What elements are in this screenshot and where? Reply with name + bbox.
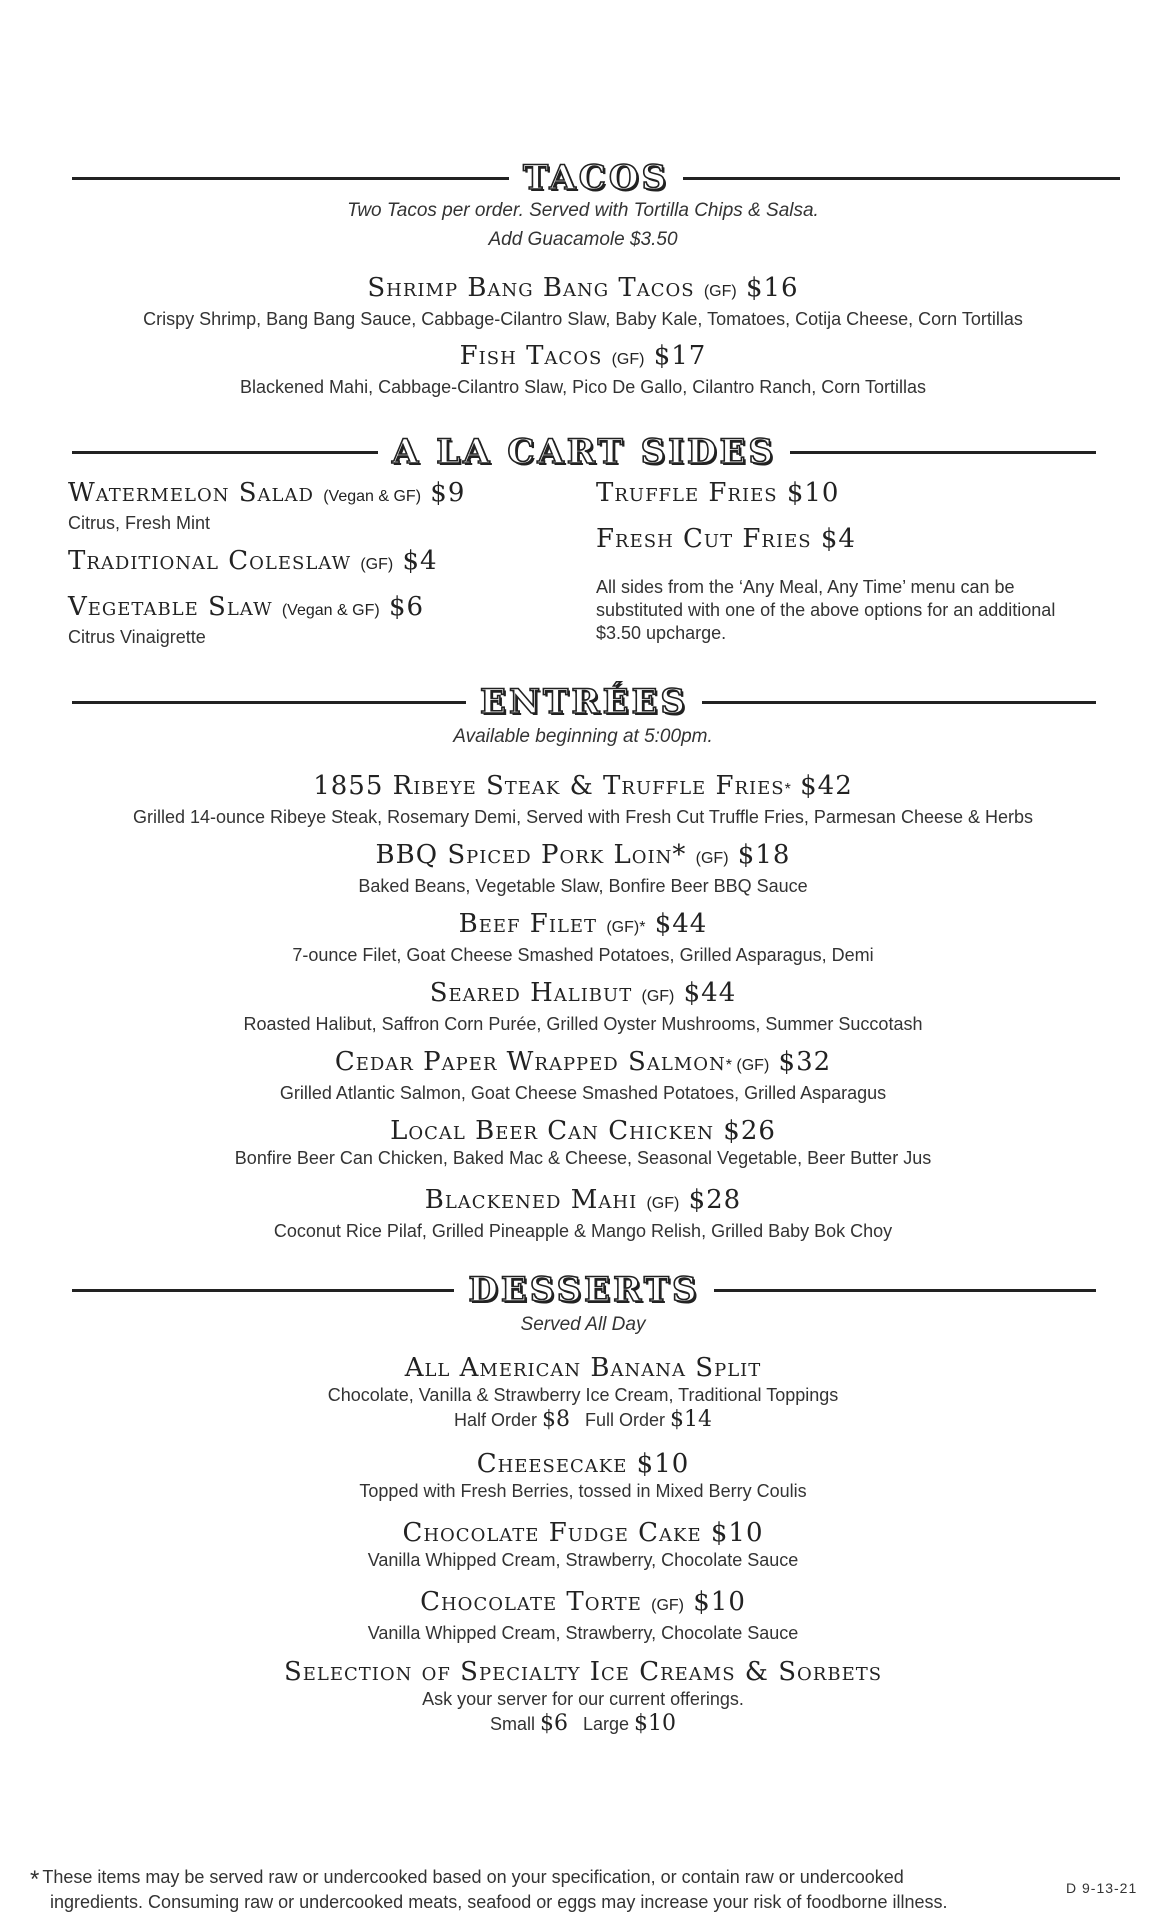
item-description: Baked Beans, Vegetable Slaw, Bonfire Beer BBQ Sauce — [358, 876, 808, 896]
menu-item — [0, 977, 1166, 1036]
rule-left — [72, 177, 509, 180]
item-tag: * — [784, 781, 791, 798]
item-name: BBQ Spiced Pork Loin* — [375, 840, 687, 870]
item-price: $18 — [737, 840, 791, 870]
raw-food-disclaimer — [30, 1866, 1020, 1913]
item-name: Chocolate Torte — [420, 1587, 642, 1617]
rule-right — [683, 177, 1120, 180]
item-price: $4 — [820, 524, 856, 554]
rule-left — [72, 701, 466, 704]
item-description: Grilled 14-ounce Ribeye Steak, Rosemary Demi, Served with Fresh Cut Truffle Fries, Parmesan Cheese & Herbs — [132, 807, 1034, 827]
item-name: Truffle Fries — [596, 478, 778, 508]
item-description: Coconut Rice Pilaf, Grilled Pineapple & Mango Relish, Grilled Baby Bok Choy — [273, 1221, 893, 1241]
item-tag: (GF) — [611, 351, 645, 368]
rule-right — [714, 1289, 1096, 1292]
item-price: $28 — [688, 1185, 742, 1215]
section-title: A LA CART SIDES — [392, 432, 776, 472]
item-tag: (GF) — [646, 1195, 680, 1212]
item-name: Selection of Specialty Ice Creams & Sorbets — [283, 1657, 883, 1687]
menu-item — [0, 1184, 1166, 1243]
item-price: $4 — [402, 546, 438, 576]
rule-left — [72, 451, 378, 454]
rule-right — [702, 701, 1096, 704]
item-name: Traditional Coleslaw — [68, 546, 352, 576]
item-name: All American Banana Split — [404, 1353, 762, 1383]
size-label: Large — [582, 1714, 630, 1734]
item-description: Chocolate, Vanilla & Strawberry Ice Cream, Traditional Toppings — [327, 1385, 839, 1405]
item-name: Vegetable Slaw — [68, 592, 273, 622]
item-name: Watermelon Salad — [68, 478, 314, 508]
menu-item — [0, 770, 1166, 829]
item-description: Citrus, Fresh Mint — [68, 513, 211, 533]
item-description: Vanilla Whipped Cream, Strawberry, Chocolate Sauce — [367, 1550, 799, 1570]
menu-code: D 9-13-21 — [1066, 1880, 1138, 1896]
item-price: $26 — [723, 1116, 776, 1146]
menu-item — [0, 839, 1166, 898]
item-price: $9 — [430, 478, 466, 508]
item-name: Fish Tacos — [459, 341, 603, 371]
item-price: $32 — [778, 1047, 832, 1077]
item-description: Roasted Halibut, Saffron Corn Purée, Grilled Oyster Mushrooms, Summer Succotash — [243, 1014, 923, 1034]
desserts-header — [72, 1270, 1096, 1310]
item-price: $44 — [683, 978, 737, 1008]
item-tag: (Vegan & GF) — [323, 488, 422, 505]
item-description: Blackened Mahi, Cabbage-Cilantro Slaw, Pico De Gallo, Cilantro Ranch, Corn Tortillas — [240, 377, 926, 397]
item-tag: (GF) — [641, 988, 675, 1005]
menu-item — [0, 1046, 1166, 1105]
menu-item — [0, 1448, 1166, 1503]
disclaimer-line: These items may be served raw or undercooked based on your specification, or contain raw or undercooked — [42, 1867, 904, 1887]
menu-item — [0, 908, 1166, 967]
subtitle-line: Two Tacos per order. Served with Tortilla Chips & Salsa. — [347, 200, 819, 221]
disclaimer-line: ingredients. Consuming raw or undercooked meats, seafood or eggs may increase your risk of foodborne illness. — [50, 1892, 948, 1912]
menu-item — [68, 592, 568, 649]
size-prices — [0, 1711, 1166, 1737]
item-price: $10 — [693, 1587, 746, 1617]
item-price: $16 — [745, 273, 799, 303]
section-title: TACOS — [522, 158, 670, 198]
item-price: $10 — [710, 1518, 764, 1548]
item-price: $6 — [388, 592, 425, 622]
item-tag: (Vegan & GF) — [281, 602, 380, 619]
menu-item — [596, 524, 1116, 554]
menu-item — [0, 1517, 1166, 1572]
menu-item — [68, 546, 568, 580]
item-name: Cedar Paper Wrapped Salmon — [334, 1047, 726, 1077]
size-label: Small — [489, 1714, 535, 1734]
entrees-subtitle: Available beginning at 5:00pm. — [453, 726, 713, 747]
item-description: 7-ounce Filet, Goat Cheese Smashed Potatoes, Grilled Asparagus, Demi — [292, 945, 874, 965]
desserts-subtitle: Served All Day — [520, 1314, 646, 1335]
size-price: $10 — [634, 1711, 677, 1736]
size-label: Full Order — [585, 1410, 666, 1430]
item-price: $44 — [654, 909, 708, 939]
item-name: Local Beer Can Chicken — [390, 1116, 715, 1146]
item-description: Citrus Vinaigrette — [68, 627, 206, 647]
size-label: Half Order — [453, 1410, 537, 1430]
menu-item — [0, 1586, 1166, 1645]
item-name: Chocolate Fudge Cake — [402, 1518, 702, 1548]
item-price: $42 — [800, 771, 853, 801]
tacos-subtitle — [0, 196, 1166, 254]
size-price: $8 — [542, 1407, 570, 1432]
item-name: Beef Filet — [458, 909, 598, 939]
item-description: Crispy Shrimp, Bang Bang Sauce, Cabbage-Cilantro Slaw, Baby Kale, Tomatoes, Cotija Cheese, Corn Tortillas — [143, 309, 1023, 329]
menu-item — [0, 1656, 1166, 1737]
subtitle-line: Add Guacamole $3.50 — [488, 229, 678, 250]
menu-item — [0, 272, 1166, 331]
item-tag: (GF) — [703, 283, 737, 300]
sides-header — [72, 432, 1096, 472]
item-name: Shrimp Bang Bang Tacos — [367, 273, 695, 303]
menu-item — [0, 1352, 1166, 1433]
size-price: $14 — [670, 1407, 713, 1432]
rule-left — [72, 1289, 454, 1292]
sides-note: All sides from the ‘Any Meal, Any Time’ menu can be substituted with one of the above options for an additional $3.50 upcharge. — [596, 577, 1056, 643]
size-price: $6 — [539, 1711, 568, 1736]
item-description: Topped with Fresh Berries, tossed in Mixed Berry Coulis — [359, 1481, 807, 1501]
item-tag: (GF)* — [606, 919, 646, 936]
item-name: Blackened Mahi — [424, 1185, 638, 1215]
menu-item — [596, 478, 1116, 508]
item-name: Cheesecake — [476, 1449, 628, 1479]
item-name: Fresh Cut Fries — [596, 524, 812, 554]
rule-right — [790, 451, 1096, 454]
item-price: $10 — [636, 1449, 690, 1479]
item-name: 1855 Ribeye Steak & Truffle Fries — [313, 771, 785, 801]
item-description: Vanilla Whipped Cream, Strawberry, Chocolate Sauce — [367, 1623, 799, 1643]
entrees-header — [72, 682, 1096, 722]
item-description: Ask your server for our current offerings. — [422, 1689, 744, 1709]
item-tag: (GF) — [360, 556, 394, 573]
item-description: Grilled Atlantic Salmon, Goat Cheese Smashed Potatoes, Grilled Asparagus — [279, 1083, 887, 1103]
size-prices — [0, 1407, 1166, 1433]
asterisk: * — [30, 1866, 40, 1893]
tacos-header — [72, 158, 1120, 198]
menu-item — [0, 340, 1166, 399]
item-price: $17 — [653, 341, 707, 371]
item-tag: * (GF) — [725, 1057, 770, 1074]
menu-item — [68, 478, 568, 535]
item-price: $10 — [786, 478, 840, 508]
menu-item — [0, 1115, 1166, 1170]
item-description: Bonfire Beer Can Chicken, Baked Mac & Cheese, Seasonal Vegetable, Beer Butter Jus — [234, 1148, 932, 1168]
item-tag: (GF) — [651, 1597, 684, 1614]
item-name: Seared Halibut — [429, 978, 633, 1008]
section-title: ENTRÉES — [480, 682, 688, 722]
section-title: DESSERTS — [468, 1270, 700, 1310]
item-tag: (GF) — [695, 850, 729, 867]
